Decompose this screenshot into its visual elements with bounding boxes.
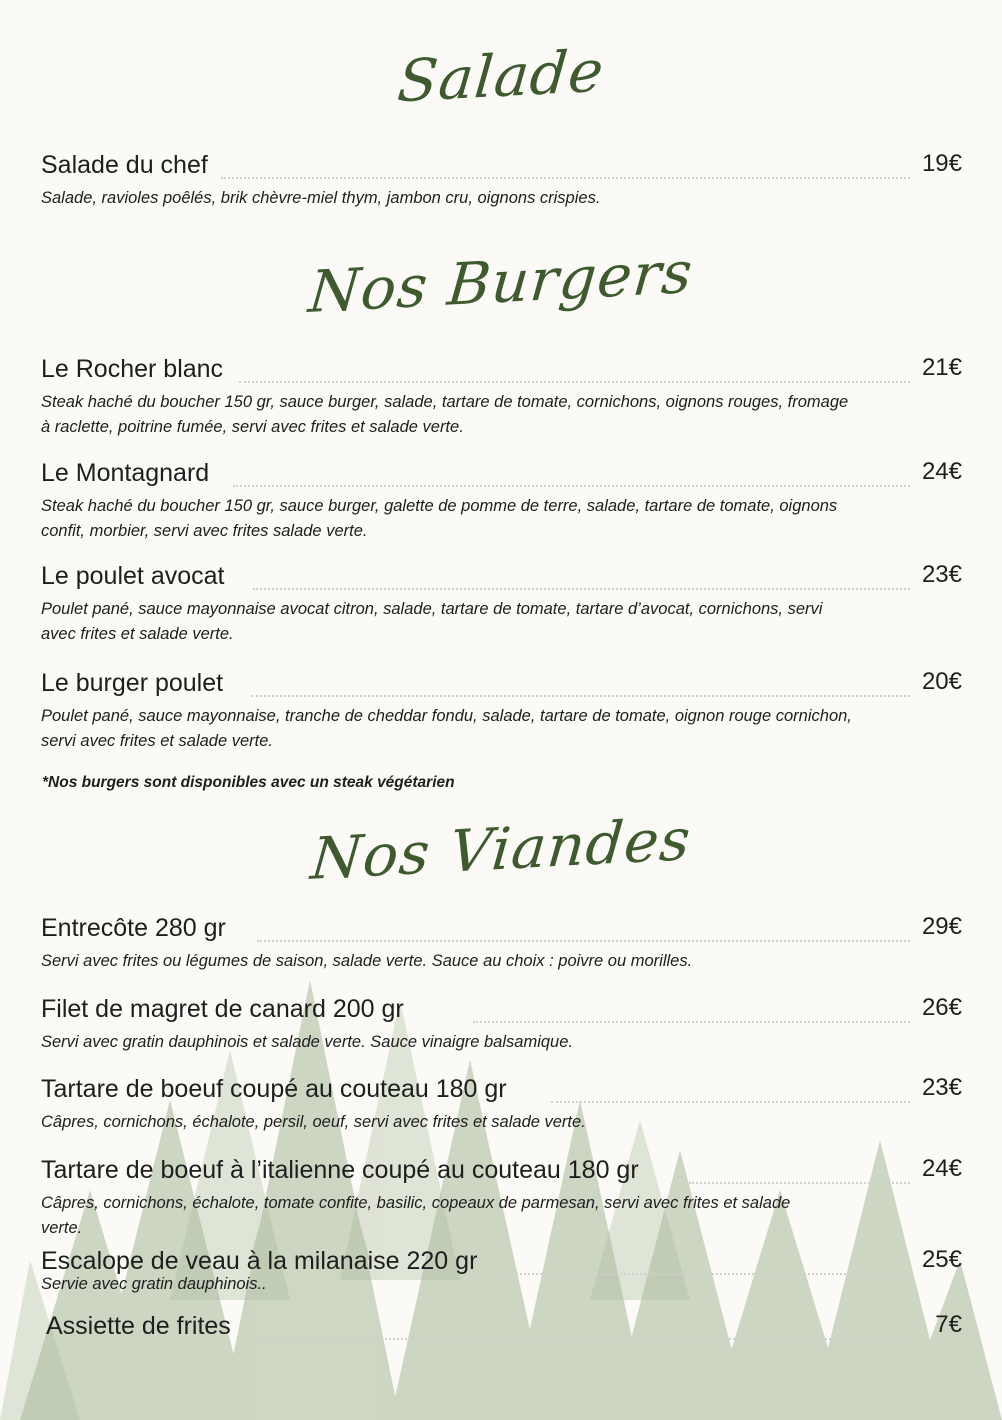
menu-item-price: 21€ [921,354,962,381]
menu-item [41,456,962,544]
menu-item [41,1072,962,1135]
section-title-burgers: Nos Burgers [306,238,696,326]
menu-item-line [41,1244,962,1278]
menu-item-price: 7€ [935,1311,962,1338]
menu-item-description: Servi avec gratin dauphinois et salade verte. Sauce vinaigre balsamique. [41,1033,573,1051]
menu-item-price: 24€ [921,458,962,485]
menu-item-description: Poulet pané, sauce mayonnaise avocat citron, salade, tartare de tomate, tartare d’avocat, cornichons, servi avec frites et salade verte. [41,600,823,643]
menu-item [46,1309,962,1343]
menu-item-line [41,148,962,182]
menu-item [41,559,962,647]
menu-item-name: Le poulet avocat [41,562,225,590]
dotted-leader [253,588,910,590]
menu-item-description: Câpres, cornichons, échalote, tomate confite, basilic, copeaux de parmesan, servi avec frites et salade verte. [41,1194,791,1237]
menu-item-name: Assiette de frites [46,1312,231,1340]
dotted-leader [507,1273,910,1275]
menu-item-description: Steak haché du boucher 150 gr, sauce burger, galette de pomme de terre, salade, tartare de tomate, oignons confit, morbier, servi avec frites salade verte. [41,497,838,540]
menu-item-price: 29€ [921,913,962,940]
menu-item-description: Steak haché du boucher 150 gr, sauce burger, salade, tartare de tomate, cornichons, oignons rouges, fromage à raclette, poitrine fumée, servi avec frites et salade verte. [41,393,849,436]
vegetarian-note: *Nos burgers sont disponibles avec un steak végétarien [42,774,455,791]
menu-item [41,911,962,974]
dotted-leader [233,485,910,487]
menu-item-price: 24€ [921,1155,962,1182]
menu-item-name: Tartare de boeuf coupé au couteau 180 gr [41,1075,507,1103]
menu-item-line [41,352,962,386]
menu-item-name: Le burger poulet [41,669,224,697]
menu-item-line [41,456,962,490]
dotted-leader [473,1021,910,1023]
menu-item-line [41,1153,962,1187]
menu-item-name: Salade du chef [41,151,208,179]
menu-item [41,992,962,1055]
section-title-viandes: Nos Viandes [308,805,694,893]
menu-item [41,352,962,440]
dotted-leader [551,1101,910,1103]
section-title-salade: Salade [394,36,608,116]
dotted-leader [221,177,910,179]
menu-item-name: Escalope de veau à la milanaise 220 gr [41,1247,478,1275]
dotted-leader [251,695,910,697]
menu-item-description: Servi avec frites ou légumes de saison, salade verte. Sauce au choix : poivre ou morilles. [41,952,693,970]
menu-item-name: Tartare de boeuf à l’italienne coupé au couteau 180 gr [41,1156,639,1184]
dotted-leader [258,1338,910,1340]
menu-item-description: Salade, ravioles poêlés, brik chèvre-miel thym, jambon cru, oignons crispies. [41,189,601,207]
menu-item-name: Le Rocher blanc [41,355,224,383]
menu-item-price: 26€ [921,994,962,1021]
menu-item [41,666,962,754]
menu-item-price: 23€ [921,561,962,588]
menu-item-line [41,911,962,945]
menu-item-line [41,1072,962,1106]
menu-item-line [41,992,962,1026]
menu-item-price: 23€ [921,1074,962,1101]
menu-item-name: Entrecôte 280 gr [41,914,226,942]
menu-item-line [41,559,962,593]
menu-item-description: Servie avec gratin dauphinois.. [41,1275,267,1293]
menu-item-name: Le Montagnard [41,459,210,487]
dotted-leader [689,1182,910,1184]
menu-item-line [41,666,962,700]
menu-item-price: 25€ [921,1246,962,1273]
menu-item [41,1153,962,1241]
menu-item-description: Câpres, cornichons, échalote, persil, oeuf, servi avec frites et salade verte. [41,1113,586,1131]
menu-item-description: Poulet pané, sauce mayonnaise, tranche de cheddar fondu, salade, tartare de tomate, oignon rouge cornichon, servi avec frites et salade verte. [41,707,852,750]
menu-item-price: 19€ [921,150,962,177]
dotted-leader [239,381,910,383]
menu-item [41,148,962,211]
menu-item [41,1244,962,1294]
menu-item-price: 20€ [921,668,962,695]
dotted-leader [257,940,910,942]
menu-item-name: Filet de magret de canard 200 gr [41,995,404,1023]
menu-item-line [46,1309,962,1343]
